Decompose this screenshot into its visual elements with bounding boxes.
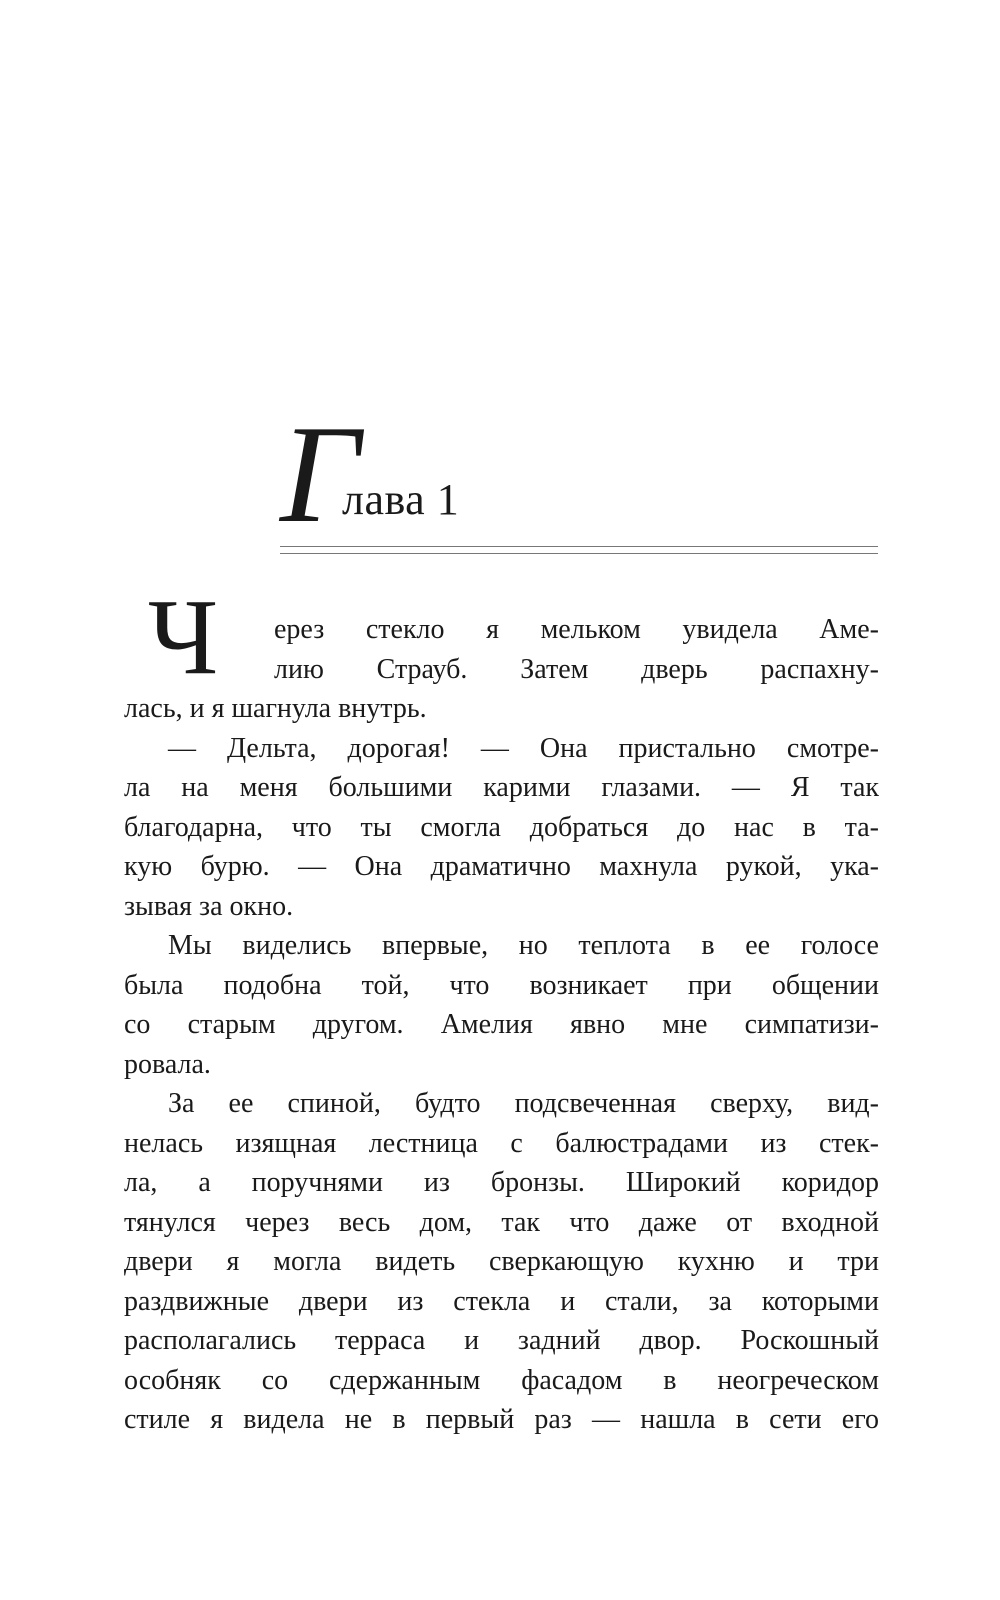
- text-line: раздвижные двери из стекла и стали, за которыми: [124, 1285, 879, 1317]
- text-line: ла на меня большими карими глазами. — Я так: [124, 772, 879, 803]
- text-line: тянулся через весь дом, так что даже от входной: [124, 1206, 879, 1238]
- drop-cap: Ч: [148, 578, 219, 697]
- text-line: стиле я видела не в первый раз — нашла в сети его: [124, 1404, 879, 1435]
- text-line: Мы виделись впервые, но теплота в ее голосе: [168, 930, 879, 961]
- text-line: была подобна той, что возникает при общении: [124, 969, 879, 1001]
- chapter-heading: [280, 397, 880, 552]
- text-line: За ее спиной, будто подсвеченная сверху, вид-: [168, 1088, 879, 1119]
- text-line: зывая за окно.: [124, 890, 294, 922]
- text-line: ерез стекло я мельком увидела Аме-: [274, 614, 879, 645]
- text-line: особняк со сдержанным фасадом в неогреческом: [124, 1364, 879, 1396]
- text-line: лась, и я шагнула внутрь.: [124, 693, 427, 724]
- heading-rule-bottom: [280, 553, 878, 554]
- text-line: ла, а поручнями из бронзы. Широкий коридор: [124, 1167, 879, 1198]
- heading-rule-top: [280, 546, 878, 547]
- text-line: располагались терраса и задний двор. Роскошный: [124, 1325, 879, 1356]
- text-line: — Дельта, дорогая! — Она пристально смотре-: [168, 732, 879, 764]
- body-text: [124, 610, 879, 1440]
- text-line: кую бурю. — Она драматично махнула рукой, ука-: [124, 851, 879, 882]
- chapter-title: лава 1: [342, 475, 460, 524]
- text-line: лию Страуб. Затем дверь распахну-: [274, 653, 879, 685]
- chapter-initial-letter: Г: [280, 397, 360, 552]
- text-line: двери я могла видеть сверкающую кухню и три: [124, 1246, 879, 1277]
- text-line: нелась изящная лестница с балюстрадами из стек-: [124, 1127, 879, 1159]
- text-line: со старым другом. Амелия явно мне симпатизи-: [124, 1009, 879, 1040]
- text-line: благодарна, что ты смогла добраться до нас в та-: [124, 811, 879, 843]
- text-line: ровала.: [124, 1048, 211, 1080]
